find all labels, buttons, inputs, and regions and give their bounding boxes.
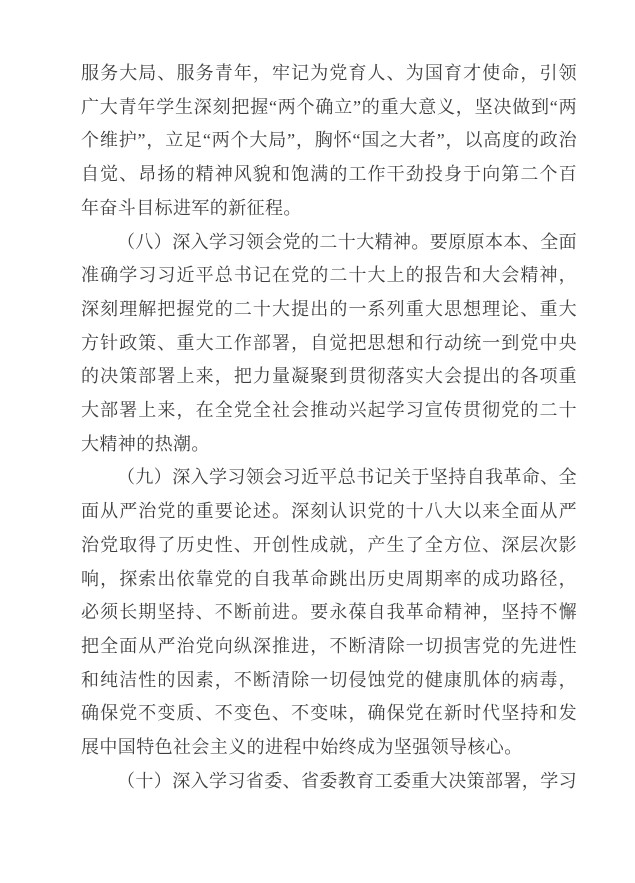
paragraph-item-nine: （九）深入学习领会习近平总书记关于坚持自我革命、全面从严治党的重要论述。深刻认识党的十八大以来全面从严治党取得了历史性、开创性成就，产生了全方位、深层次影响，探索出依靠党的自我革命跳出历史周期率的成功路径，必须长期坚持、不断前进。要永葆自我革命精神，坚持不懈把全面从严治党向纵深推进，不断清除一切损害党的先进性和纯洁性的因素，不断清除一切侵蚀党的健康肌体的病毒，确保党不变质、不变色、不变味，确保党在新时代坚持和发展中国特色社会主义的进程中始终成为坚强领导核心。 [81,467,577,758]
paragraph-item-ten: （十）深入学习省委、省委教育工委重大决策部署，学习 [117,770,577,791]
paragraph-item-eight: （八）深入学习领会党的二十大精神。要原原本本、全面准确学习习近平总书记在党的二十大上的报告和大会精神，深刻理解把握党的二十大提出的一系列重大思想理论、重大方针政策、重大工作部署，自觉把思想和行动统一到党中央的决策部署上来，把力量凝聚到贯彻落实大会提出的各项重大部署上来，在全党全社会推动兴起学习宣传贯彻党的二十大精神的热潮。 [81,231,577,454]
paragraph-continuation: 服务大局、服务青年，牢记为党育人、为国育才使命，引领广大青年学生深刻把握“两个确立”的重大意义，坚决做到“两个维护”，立足“两个大局”，胸怀“国之大者”，以高度的政治自觉、昂扬的精神风貌和饱满的工作干劲投身于向第二个百年奋斗目标进军的新征程。 [81,63,577,218]
